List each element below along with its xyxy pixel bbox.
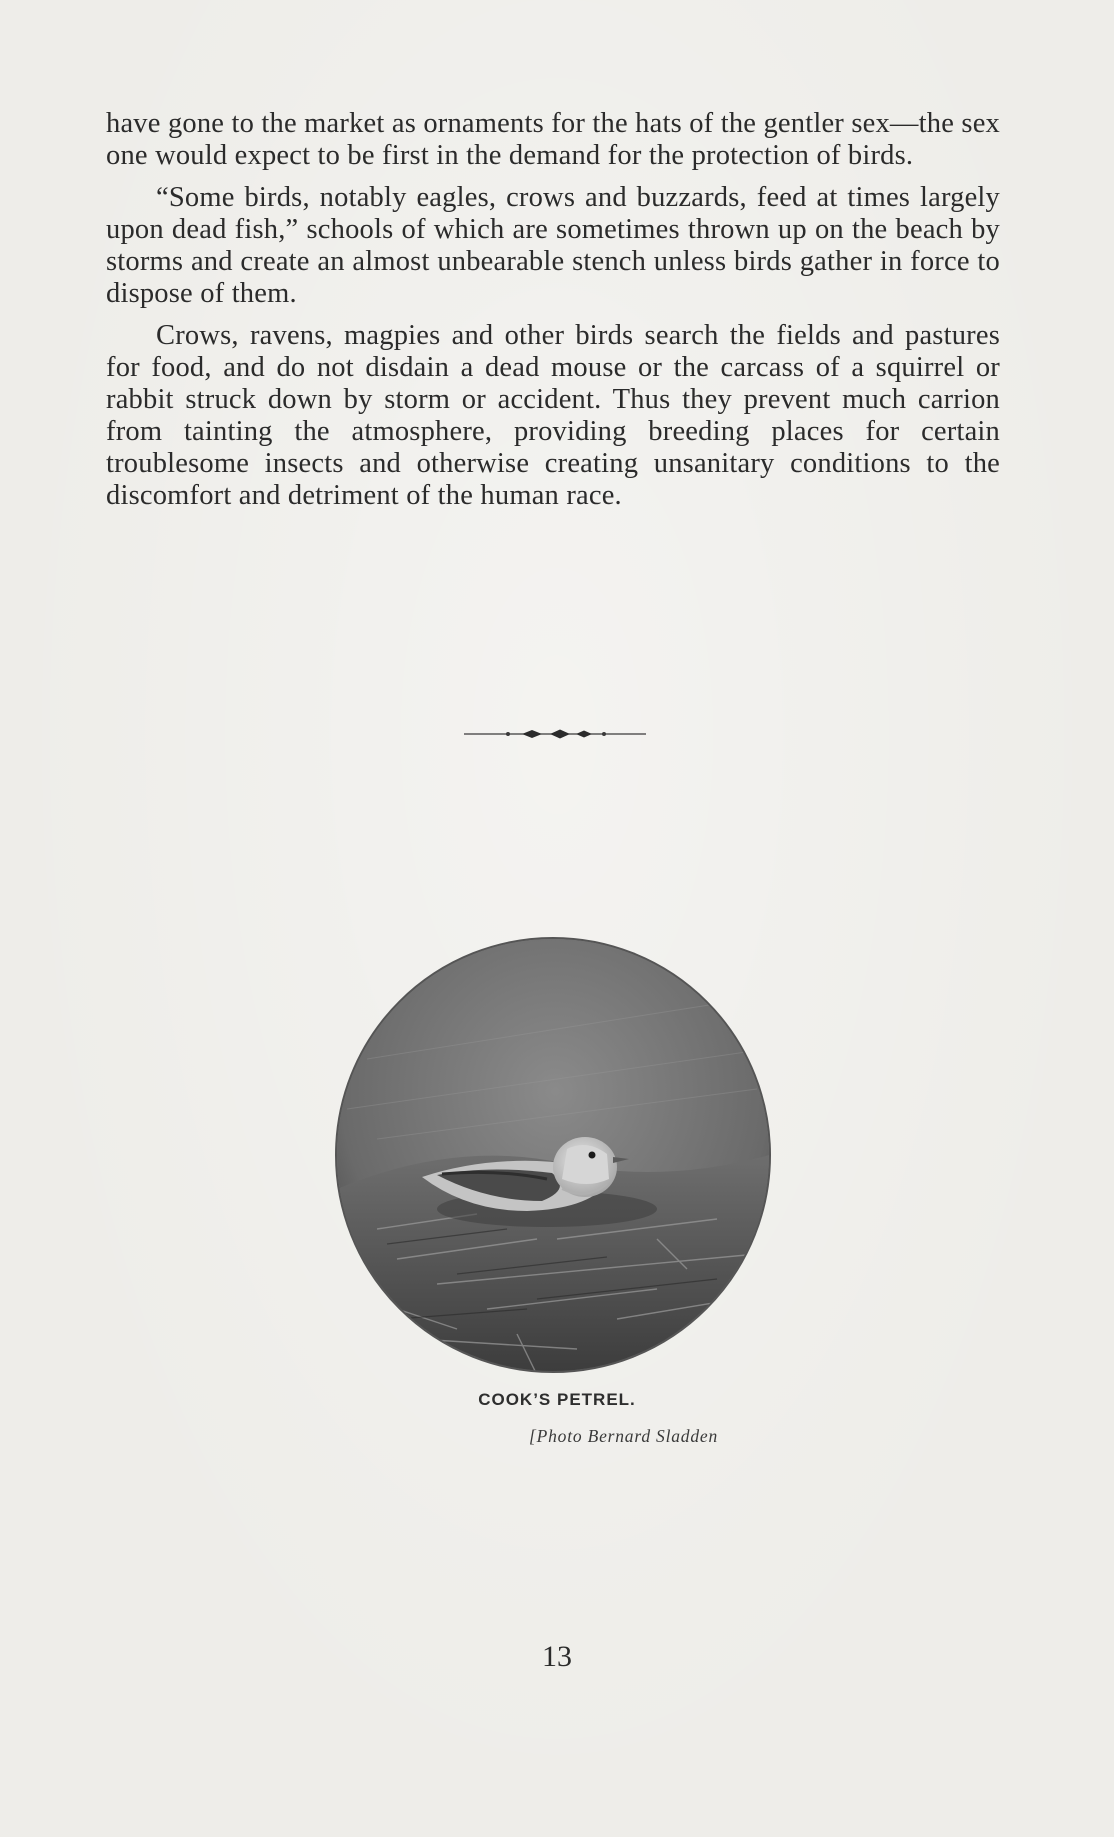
paragraph-1: have gone to the market as ornaments for the hats of the gentler sex—the sex one would expect to be first in the demand for the protection of birds.	[106, 108, 1000, 171]
page-number: 13	[542, 1640, 572, 1673]
photo-credit: [Photo Bernard Sladden	[529, 1426, 719, 1446]
figure-caption: COOK’S PETREL.	[478, 1390, 636, 1409]
paragraph-2: “Some birds, notably eagles, crows and buzzards, feed at times largely upon dead fish,” schools of which are sometimes thrown up on the beach by storms and create an almost unbearable stench unless birds gather in force to dispose of them.	[106, 182, 1000, 309]
paragraph-3: Crows, ravens, magpies and other birds search the fields and pastures for food, and do not disdain a dead mouse or the carcass of a squirrel or rabbit struck down by storm or accident. Thus they prevent much carrion from tainting the atmosphere, providing breeding places for certain troublesome insects and otherwise creating unsanitary conditions to the discomfort and detriment of the human race.	[106, 320, 1000, 511]
bird-photograph	[335, 937, 771, 1373]
section-divider-ornament	[464, 724, 646, 744]
body-text	[106, 108, 1000, 522]
petrel-photo-illustration	[337, 939, 771, 1373]
